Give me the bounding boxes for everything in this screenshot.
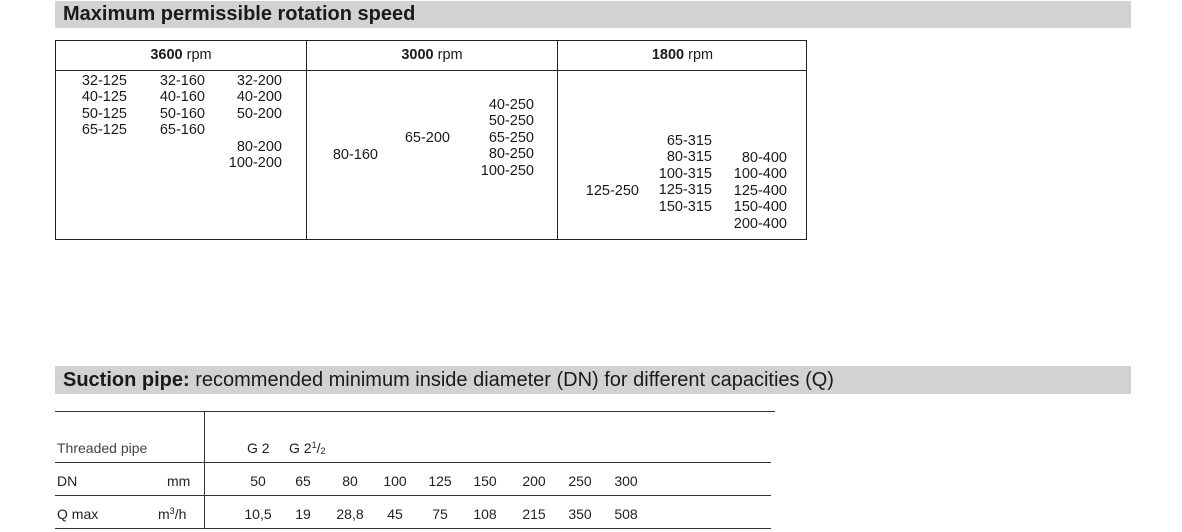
section-title-rotation-speed (55, 1, 1131, 28)
table-rule (55, 462, 771, 463)
dn-value: 50 (250, 473, 266, 489)
pump-size: 125-400 (733, 182, 787, 199)
q-max-value: 508 (614, 506, 638, 522)
table-divider (56, 70, 806, 71)
pump-size-column (471, 97, 534, 179)
suction-pipe-table (55, 411, 775, 531)
rotation-speed-table (55, 40, 807, 240)
pump-size-column (222, 73, 282, 171)
dn-value: 150 (473, 473, 497, 489)
dn-label: DN (57, 473, 78, 489)
pump-size: 65-315 (666, 133, 712, 149)
pump-size-column (324, 147, 378, 163)
dn-value: 300 (614, 473, 638, 489)
pump-size: 80-315 (666, 149, 712, 166)
table-rule (55, 528, 771, 529)
pump-size: 100-250 (480, 162, 534, 179)
dn-value: 125 (428, 473, 452, 489)
section-title-suction-pipe (55, 366, 1131, 394)
pump-size: 50-160 (159, 105, 205, 122)
pump-size: 125-315 (658, 182, 712, 199)
pump-size: 40-250 (488, 97, 534, 113)
pump-size: 50-200 (236, 105, 282, 122)
q-max-value: 215 (522, 506, 546, 522)
pump-size: 50-250 (488, 113, 534, 130)
pump-size: 32-125 (81, 73, 127, 89)
q-max-label: Q max (57, 506, 99, 522)
pump-size: 65-160 (159, 122, 205, 139)
pump-size: 40-160 (159, 89, 205, 106)
section-title-rest: recommended minimum inside diameter (DN) for different capacities (Q) (189, 369, 834, 391)
section-title-text: Maximum permissible rotation speed (63, 3, 416, 25)
threaded-size-g2: G 2 (247, 440, 270, 456)
section-title-bold: Suction pipe: (63, 369, 190, 391)
q-max-value: 19 (295, 506, 311, 522)
pump-size: 200-400 (733, 215, 787, 232)
pump-size-column (76, 73, 127, 139)
pump-size (222, 122, 282, 138)
pump-size-column (396, 130, 450, 146)
pump-size: 65-125 (81, 122, 127, 139)
pump-size: 100-315 (658, 165, 712, 182)
pump-size: 40-125 (81, 89, 127, 106)
dn-value: 80 (342, 473, 358, 489)
header-1800-rpm: 1800 rpm (651, 47, 714, 63)
table-rule (55, 495, 771, 496)
pump-size: 40-200 (236, 89, 282, 106)
pump-size: 50-125 (81, 105, 127, 122)
pump-size: 32-200 (236, 73, 282, 89)
pump-size-column (574, 183, 639, 199)
pump-size: 80-200 (236, 138, 282, 155)
pump-size: 100-200 (228, 155, 282, 172)
pump-size: 125-250 (585, 183, 639, 199)
pump-size: 80-250 (488, 146, 534, 163)
dn-value: 100 (383, 473, 407, 489)
pump-size: 150-400 (733, 199, 787, 216)
q-max-unit: $m^3/h$ (158, 506, 187, 522)
table-rule (55, 411, 775, 412)
pump-size: 80-160 (332, 147, 378, 163)
threaded-size-g2-half: G $2^1/_2$ (289, 440, 326, 456)
q-max-value: 75 (432, 506, 448, 522)
header-3600-rpm: 3600 rpm (150, 47, 212, 63)
q-max-value: 28,8 (336, 506, 364, 522)
dn-value: 250 (568, 473, 592, 489)
q-max-value: 350 (568, 506, 592, 522)
pump-size: 150-315 (658, 198, 712, 215)
pump-size-column (154, 73, 205, 139)
q-max-value: 108 (473, 506, 497, 522)
pump-size: 80-400 (741, 150, 787, 166)
dn-unit: mm (167, 473, 191, 489)
pump-size: 65-200 (404, 130, 450, 146)
pump-size-column (720, 150, 787, 232)
table-divider (204, 411, 205, 529)
pump-size: 32-160 (159, 73, 205, 89)
pump-size-column (645, 133, 712, 215)
threaded-pipe-label: Threaded pipe (57, 440, 148, 456)
q-max-value: 45 (387, 506, 403, 522)
header-3000-rpm: 3000 rpm (401, 47, 463, 63)
q-max-value: 10,5 (244, 506, 272, 522)
pump-size: 65-250 (488, 129, 534, 146)
dn-value: 65 (295, 473, 311, 489)
pump-size: 100-400 (733, 166, 787, 183)
dn-value: 200 (522, 473, 546, 489)
